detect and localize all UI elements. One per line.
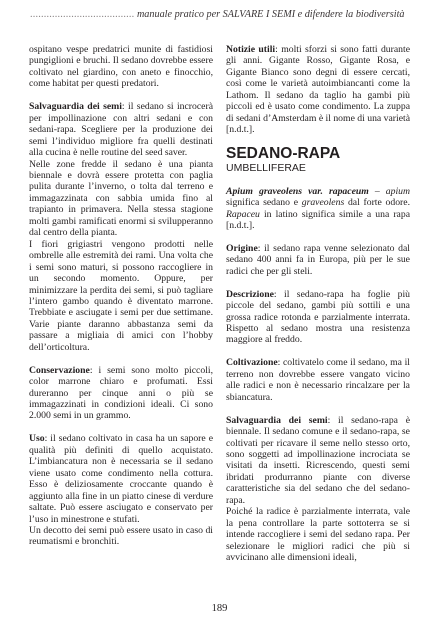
paragraph-heading: Notizie utili bbox=[226, 44, 276, 55]
paragraph: Apium graveolens var. rapaceum – apium significa sedano e graveolens dal forte odore. Rapaceu in latino significa simile a una rapa [n.d.t.]. bbox=[226, 185, 411, 231]
paragraph: Poiché la radice è parzialmente interrata, vale la pena controllare la parte sottoterra se si intende raccogliere i semi del sedano rapa. Per selezionare le migliori radici che più si avvicinano alle dimensioni ideali, bbox=[226, 506, 410, 564]
header-dots: ...................................... bbox=[30, 9, 135, 20]
paragraph-heading: Salvaguardia dei semi bbox=[226, 414, 328, 426]
paragraph: Salvaguardia dei semi: il sedano si incrocerà per impollinazione con altri sedani e con sedani-rapa. Scegliere per la produzione dei semi l’individuo migliore fra quelli destinati alla cucina è nelle routine del seed saver. bbox=[29, 101, 213, 159]
running-header bbox=[30, 9, 421, 20]
paragraph: Conservazione: i semi sono molto piccoli, color marrone chiaro e profumati. Essi dureranno per cinque anni o più se immagazzinati in condizioni ideali. Ci sono 2.000 semi in un grammo. bbox=[29, 364, 213, 422]
paragraph-heading: Salvaguardia dei semi bbox=[29, 101, 122, 113]
paragraph: ospitano vespe predatrici munite di fastidiosi pungiglioni e bruchi. Il sedano dovrebbe essere coltivato nel giardino, con aneto e finocchio, come habitat per questi predatori. bbox=[29, 44, 213, 90]
paragraph: Un decotto dei semi può essere usato in caso di reumatismi e bronchiti. bbox=[29, 524, 213, 548]
paragraph: Origine: il sedano rapa venne selezionato dal sedano 400 anni fa in Europa, più per le sue radici che per gli steli. bbox=[226, 242, 410, 277]
paragraph: Coltivazione: coltivatelo come il sedano, ma il terreno non dovrebbe essere vangato vicino alle radici e non è necessario rincalzare per la sbiancatura. bbox=[226, 357, 410, 403]
header-title: manuale pratico per SALVARE I SEMI e difendere la biodiversità bbox=[136, 9, 405, 20]
left-column bbox=[29, 44, 213, 548]
paragraph: Descrizione: il sedano-rapa ha foglie più piccole del sedano, gambi più sottili e una grossa radice rotonda e parzialmente interrata. Rispetto al sedano mostra una resistenza maggiore al freddo. bbox=[226, 288, 410, 346]
paragraph: Nelle zone fredde il sedano è una pianta biennale e dovrà essere protetta con paglia pulita durante l’inverno, o tolta dal terreno e immagazzinata con sabbia umida fino al trapianto in primavera. Nella stessa stagione molti gambi ramificati enormi si svilupperanno dal centro della pianta. bbox=[29, 158, 213, 239]
paragraph-heading: Origine bbox=[226, 242, 258, 254]
right-column bbox=[226, 44, 410, 564]
scientific-name: Apium graveolens var. rapaceum bbox=[226, 185, 369, 197]
paragraph-heading: Uso bbox=[29, 433, 45, 445]
paragraph-heading: Coltivazione bbox=[226, 357, 278, 369]
paragraph-heading: Conservazione bbox=[29, 364, 90, 376]
paragraph: Salvaguardia dei semi: il sedano-rapa è biennale. Il sedano comune e il sedano-rapa, se coltivati per ricavare il seme nello stesso orto, sono soggetti ad impollinazione incrociata se visitati da insetti. Ricrescendo, questi semi ibridati produrranno piante con diverse caratteristiche sia del sedano che del sedano-rapa. bbox=[226, 414, 411, 506]
page-number: 189 bbox=[211, 603, 228, 614]
paragraph: I fiori grigiastri vengono prodotti nelle ombrelle alle estremità dei rami. Una volta che i semi sono maturi, si possono raccogliere in un secondo momento. Oppure, per minimizzare la perdita dei semi, si può tagliare l’intero gambo quando è diventato marrone. Trebbiate e asciugate i semi per due settimane. Varie piante daranno abbastanza semi da passare a migliaia di amici con l’hobby dell’orticoltura. bbox=[29, 238, 213, 353]
paragraph-heading: Descrizione bbox=[226, 288, 274, 300]
paragraph: Uso: il sedano coltivato in casa ha un sapore e qualità più definiti di quello acquistato. L’imbiancatura non è necessaria se il sedano viene usato come condimento nella cottura. Esso è deliziosamente croccante quando è aggiunto alla fine in un piatto cinese di verdure saltate. Può essere asciugato e conservato per l’uso in minestrone e stufati. bbox=[29, 433, 213, 525]
section-title: SEDANO-RAPA bbox=[226, 144, 341, 162]
paragraph: Notizie utili: molti sforzi si sono fatti durante gli anni. Gigante Rosso, Gigante Rosa, e Gigante Bianco sono degni di essere cercati, così come le varietà autoimbiancanti come la Lathom. Il sedano da taglio ha gambi più piccoli ed è usato come condimento. La zuppa di sedani d’Amsterdam è il nome di una varietà [n.d.t.]. bbox=[226, 44, 411, 136]
section-subtitle: UMBELLIFERAE bbox=[226, 161, 306, 174]
